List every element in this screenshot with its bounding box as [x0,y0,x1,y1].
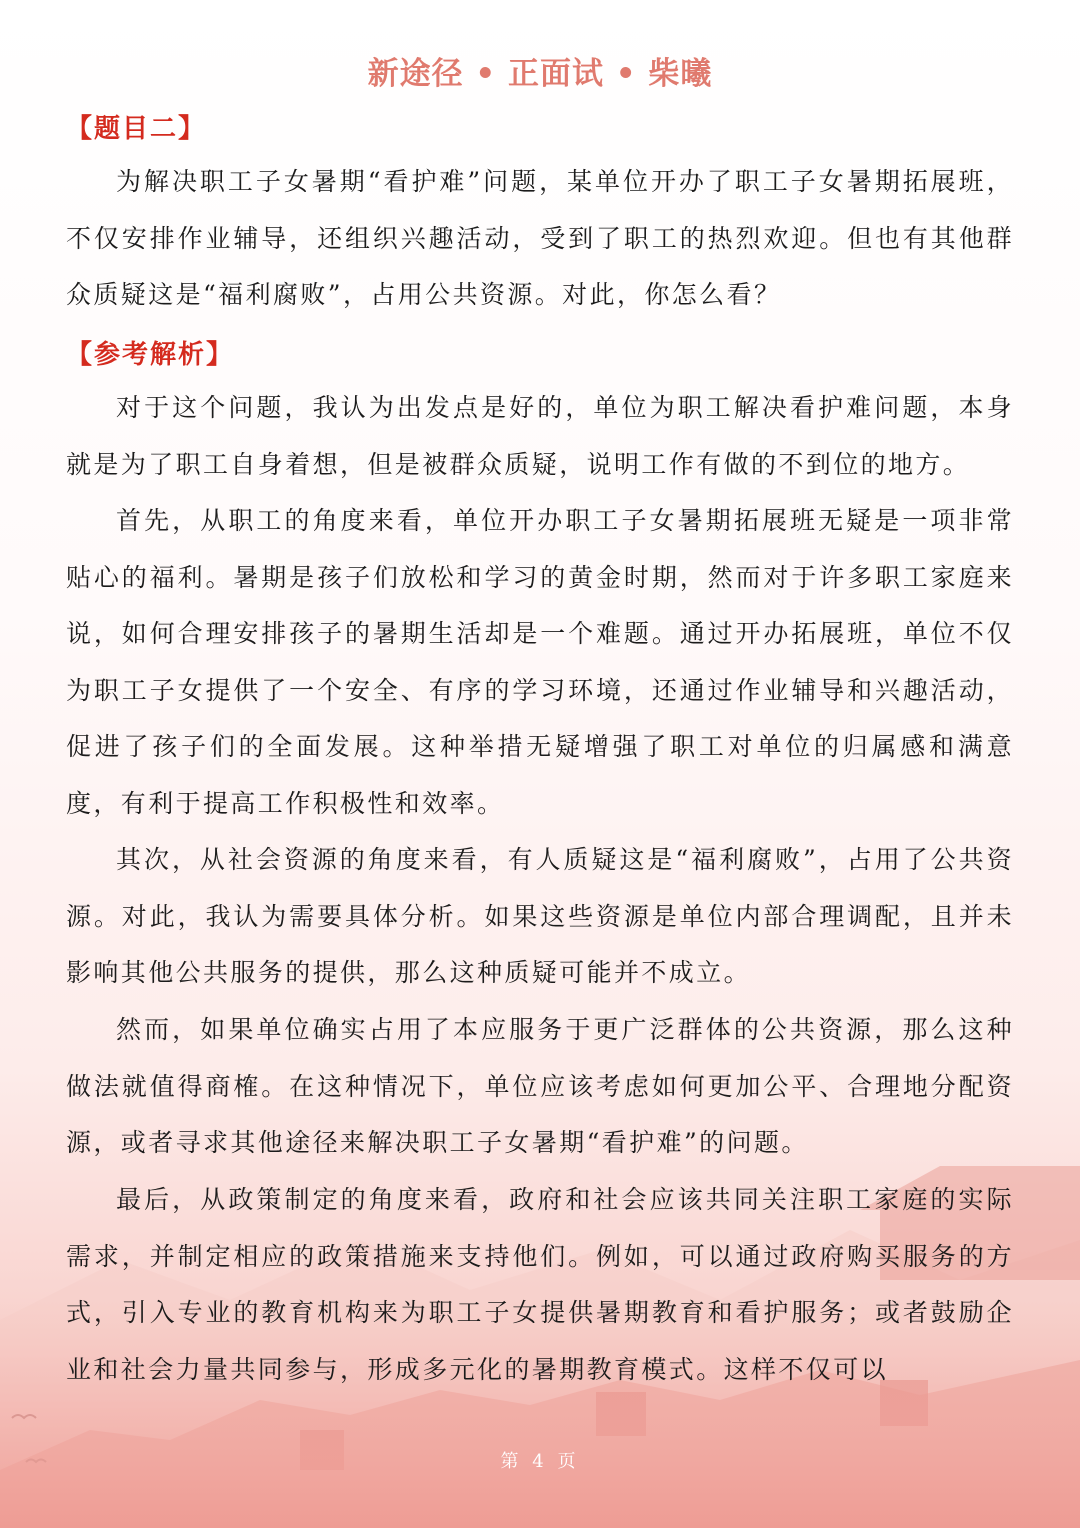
page-number: 第 4 页 [500,1451,580,1472]
analysis-paragraph-3: 其次，从社会资源的角度来看，有人质疑这是“福利腐败”，占用了公共资源。对此，我认为需要具体分析。如果这些资源是单位内部合理调配，且并未影响其他公共服务的提供，那么这种质疑可能并不成立。 [66,845,1014,987]
analysis-heading: 【参考解析】 [66,340,235,370]
question-heading: 【题目二】 [66,114,207,144]
question-paragraph: 为解决职工子女暑期“看护难”问题，某单位开办了职工子女暑期拓展班，不仅安排作业辅导，还组织兴趣活动，受到了职工的热烈欢迎。但也有其他群众质疑这是“福利腐败”，占用公共资源。对此，你怎么看？ [66,167,1014,309]
analysis-paragraph-1: 对于这个问题，我认为出发点是好的，单位为职工解决看护难问题，本身就是为了职工自身着想，但是被群众质疑，说明工作有做的不到位的地方。 [66,393,1014,479]
analysis-paragraph-2: 首先，从职工的角度来看，单位开办职工子女暑期拓展班无疑是一项非常贴心的福利。暑期是孩子们放松和学习的黄金时期，然而对于许多职工家庭来说，如何合理安排孩子的暑期生活却是一个难题。通过开办拓展班，单位不仅为职工子女提供了一个安全、有序的学习环境，还通过作业辅导和兴趣活动，促进了孩子们的全面发展。这种举措无疑增强了职工对单位的归属感和满意度，有利于提高工作积极性和效率。 [66,506,1014,818]
analysis-paragraph-4: 然而，如果单位确实占用了本应服务于更广泛群体的公共资源，那么这种做法就值得商榷。在这种情况下，单位应该考虑如何更加公平、合理地分配资源，或者寻求其他途径来解决职工子女暑期“看护难”的问题。 [66,1015,1014,1157]
analysis-paragraph-5: 最后，从政策制定的角度来看，政府和社会应该共同关注职工家庭的实际需求，并制定相应的政策措施来支持他们。例如，可以通过政府购买服务的方式，引入专业的教育机构来为职工子女提供暑期教育和看护服务；或者鼓励企业和社会力量共同参与，形成多元化的暑期教育模式。这样不仅可以 [66,1185,1014,1384]
page-title: 新途径 • 正面试 • 柴曦 [367,56,713,92]
